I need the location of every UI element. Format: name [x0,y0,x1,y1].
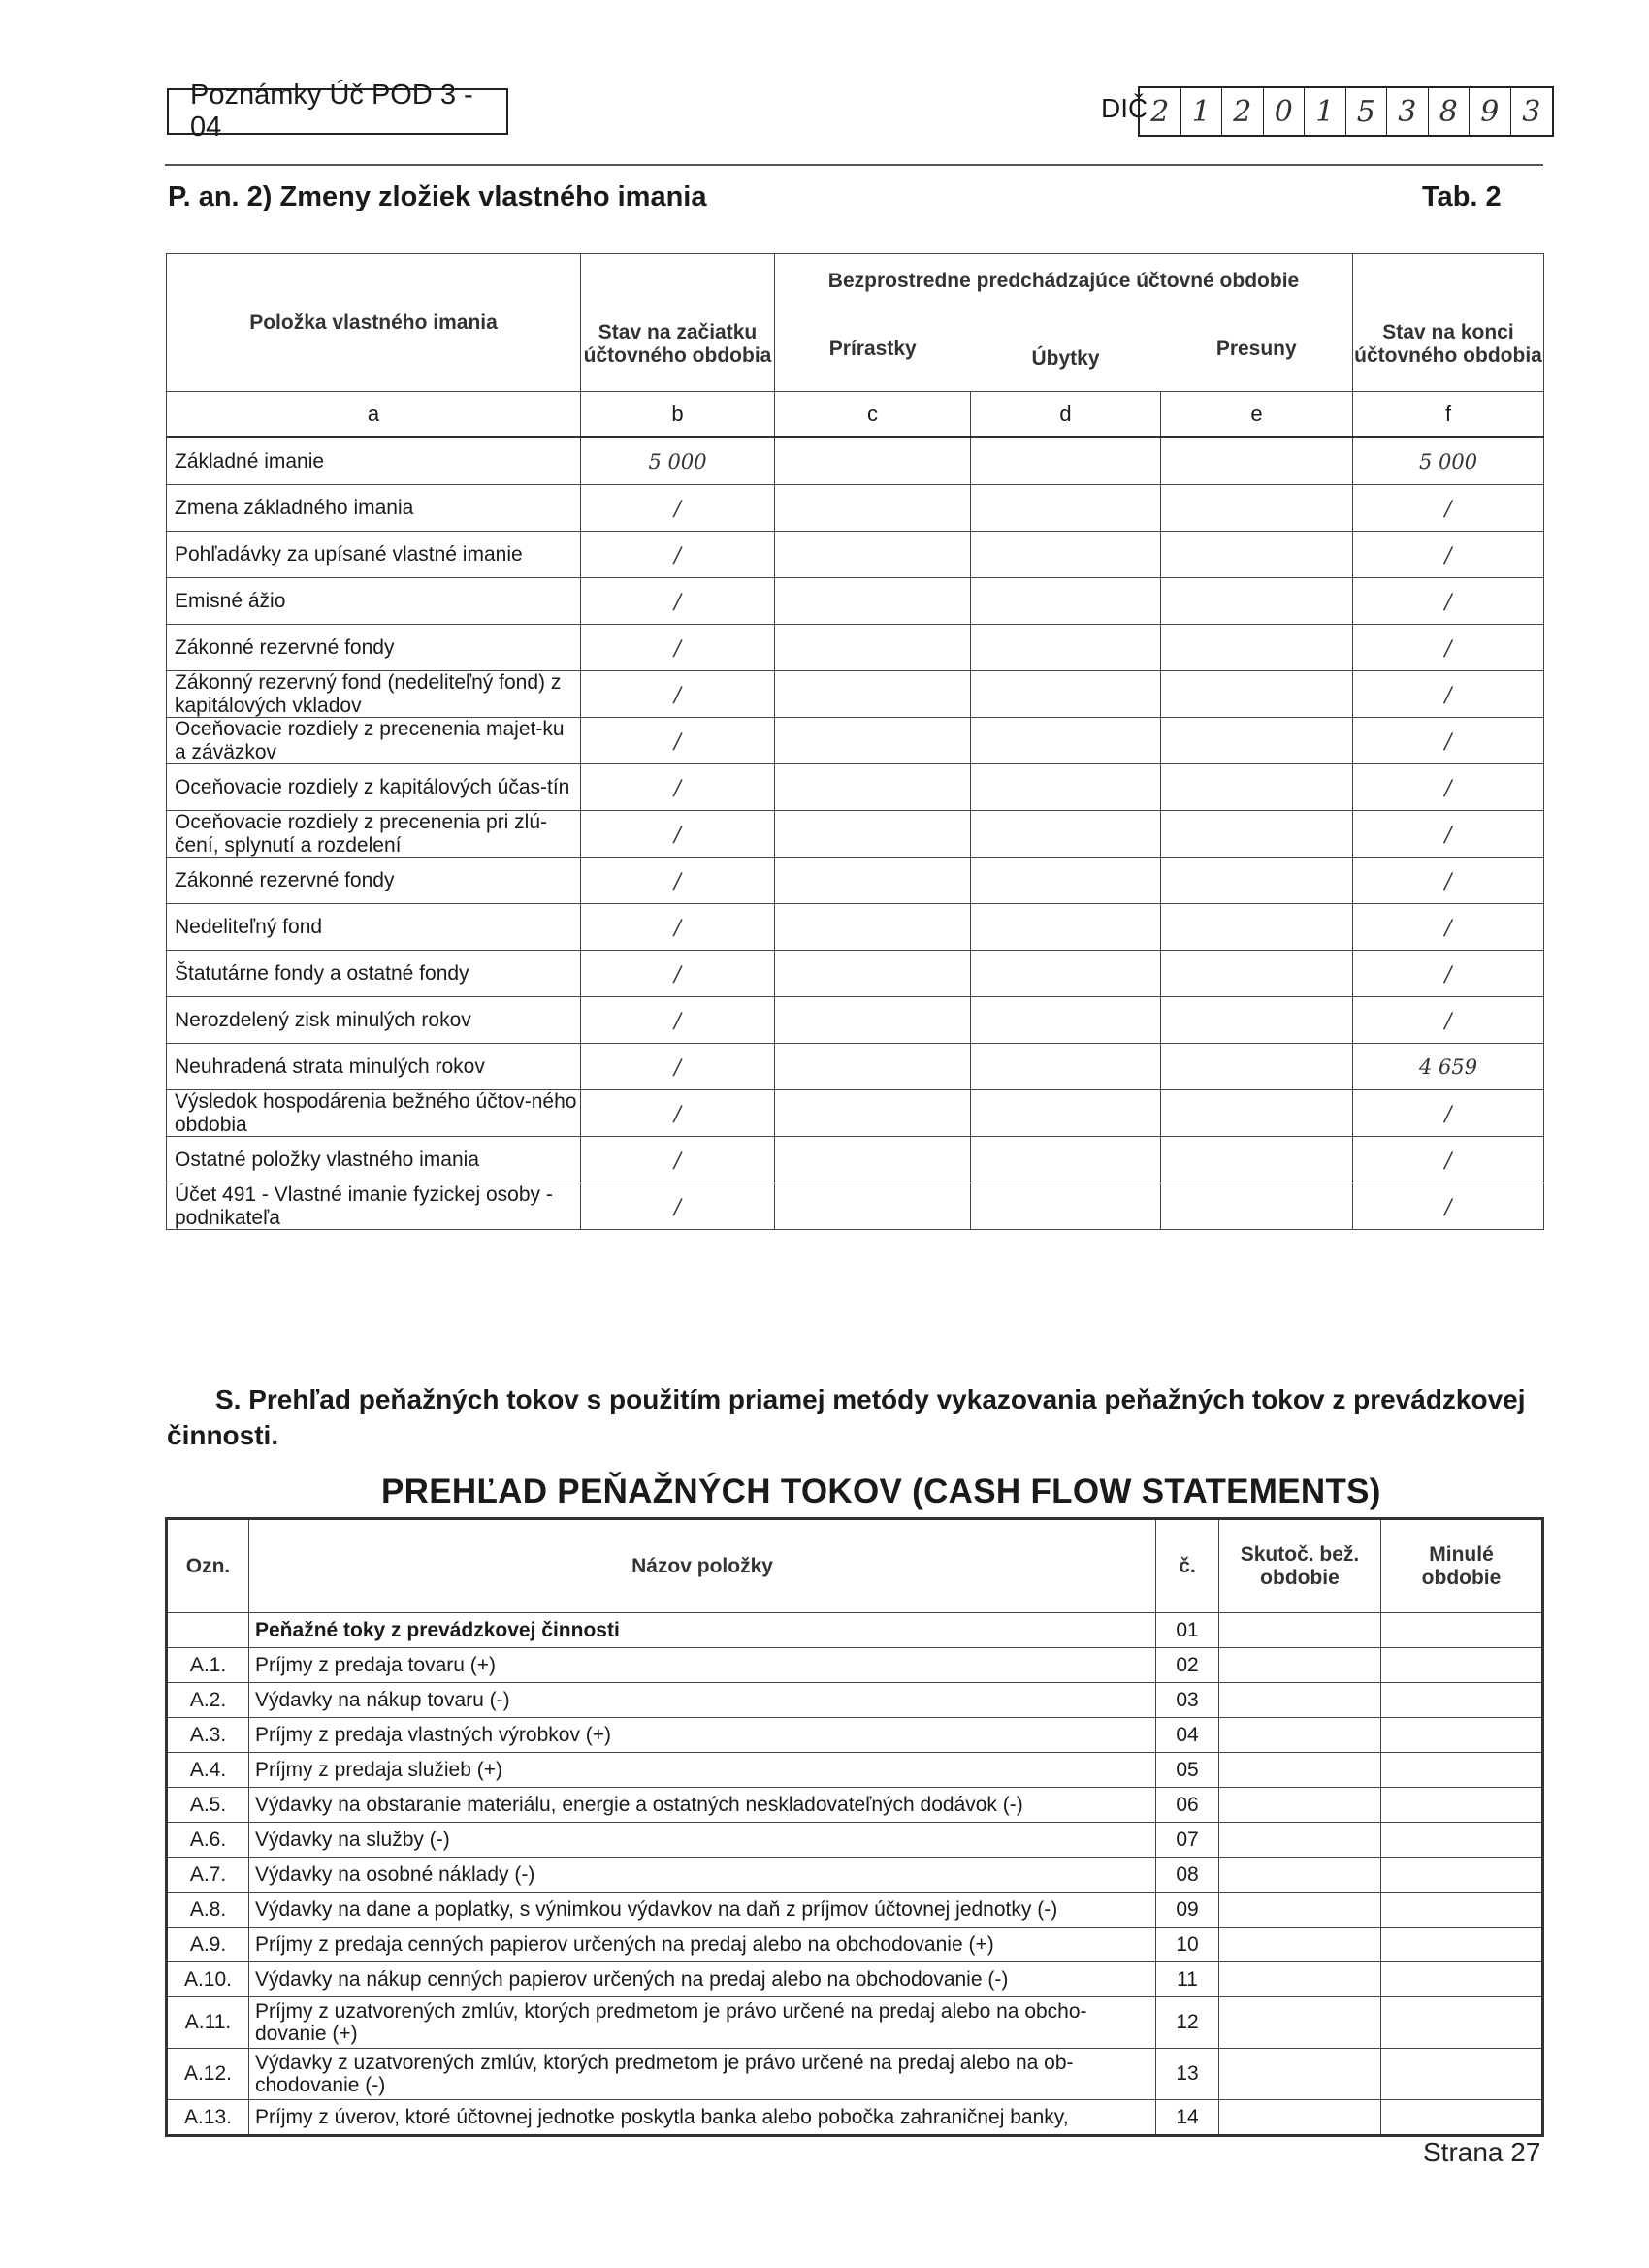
equity-item-label: Zákonné rezervné fondy [167,858,581,904]
section-p-title: P. an. 2) Zmeny zložiek vlastného imania [168,181,707,212]
equity-decrease-value[interactable] [971,485,1161,532]
cash-flow-ozn: A.2. [167,1683,249,1718]
col-header-end: Stav na konci účtovného obdobia [1353,254,1544,392]
equity-row [167,858,1544,904]
equity-transfer-value[interactable] [1161,437,1353,485]
cash-flow-row-number: 02 [1156,1648,1219,1683]
col-letter: f [1353,392,1544,437]
col-header-group: Bezprostredne predchádzajúce účtovné obdobie [775,254,1353,308]
equity-item-label: Emisné ážio [167,578,581,625]
equity-end-value: / [1353,951,1544,997]
col-letter: c [775,392,971,437]
cash-flow-item-name: Príjmy z predaja služieb (+) [249,1753,1156,1788]
equity-row [167,1183,1544,1230]
equity-decrease-value[interactable] [971,437,1161,485]
cash-flow-ozn: A.9. [167,1928,249,1962]
cash-flow-item-name: Výdavky na dane a poplatky, s výnimkou výdavkov na daň z príjmov účtovnej jednotky (-) [249,1893,1156,1928]
equity-end-value: / [1353,1090,1544,1137]
dic-digit: 2 [1140,88,1181,135]
cash-flow-row [167,1962,1543,1997]
cash-flow-previous-value[interactable] [1381,1858,1543,1893]
dic-digit: 5 [1346,88,1388,135]
col-header-decrease: Úbytky [971,308,1161,392]
cash-flow-row-number: 11 [1156,1962,1219,1997]
equity-item-label: Štatutárne fondy a ostatné fondy [167,951,581,997]
equity-item-label: Pohľadávky za upísané vlastné imanie [167,532,581,578]
equity-end-value: 5 000 [1353,437,1544,485]
cash-flow-previous-value[interactable] [1381,2049,1543,2100]
equity-item-label: Zákonné rezervné fondy [167,625,581,671]
cash-flow-current-value[interactable] [1219,1788,1381,1823]
cash-flow-row [167,1823,1543,1858]
cash-flow-current-value[interactable] [1219,1648,1381,1683]
equity-transfer-value[interactable] [1161,997,1353,1044]
cash-flow-previous-value[interactable] [1381,2100,1543,2136]
equity-row [167,764,1544,811]
equity-item-label: Výsledok hospodárenia bežného účtov-ného obdobia [167,1090,581,1137]
equity-decrease-value[interactable] [971,718,1161,764]
equity-end-value: / [1353,1183,1544,1230]
equity-increase-value[interactable] [775,671,971,718]
equity-item-label: Neuhradená strata minulých rokov [167,1044,581,1090]
cash-flow-previous-value[interactable] [1381,1683,1543,1718]
cash-flow-previous-value[interactable] [1381,1613,1543,1648]
cash-flow-current-value[interactable] [1219,1893,1381,1928]
cash-flow-row-number: 10 [1156,1928,1219,1962]
equity-item-label: Oceňovacie rozdiely z precenenia majet-ku a záväzkov [167,718,581,764]
cash-flow-current-value[interactable] [1219,1962,1381,1997]
cash-flow-item-name: Výdavky na služby (-) [249,1823,1156,1858]
equity-item-label: Nedeliteľný fond [167,904,581,951]
cash-flow-row [167,1788,1543,1823]
equity-item-label: Zmena základného imania [167,485,581,532]
cash-flow-current-value[interactable] [1219,1683,1381,1718]
equity-transfer-value[interactable] [1161,904,1353,951]
equity-increase-value[interactable] [775,532,971,578]
dic-number-boxes [1138,86,1554,137]
equity-decrease-value[interactable] [971,811,1161,858]
equity-row [167,1044,1544,1090]
cash-flow-row [167,1718,1543,1753]
dic-digit: 3 [1387,88,1429,135]
equity-row [167,671,1544,718]
cash-flow-item-name: Výdavky na obstaranie materiálu, energie a ostatných neskladovateľných dodávok (-) [249,1788,1156,1823]
equity-transfer-value[interactable] [1161,858,1353,904]
equity-item-label: Účet 491 - Vlastné imanie fyzickej osoby - podnikateľa [167,1183,581,1230]
cash-flow-table [165,1517,1544,2137]
cash-flow-row [167,1997,1543,2049]
col-header-ozn: Ozn. [167,1519,249,1613]
cash-flow-current-value[interactable] [1219,1718,1381,1753]
equity-start-value: / [581,811,775,858]
cash-flow-current-value[interactable] [1219,2049,1381,2100]
cash-flow-row-number: 04 [1156,1718,1219,1753]
equity-row [167,951,1544,997]
equity-transfer-value[interactable] [1161,485,1353,532]
equity-end-value: / [1353,858,1544,904]
equity-row [167,811,1544,858]
equity-decrease-value[interactable] [971,625,1161,671]
equity-transfer-value[interactable] [1161,578,1353,625]
cash-flow-previous-value[interactable] [1381,1823,1543,1858]
cash-flow-item-name: Výdavky na osobné náklady (-) [249,1858,1156,1893]
col-letter: d [971,392,1161,437]
equity-start-value: / [581,1137,775,1183]
equity-increase-value[interactable] [775,997,971,1044]
equity-transfer-value[interactable] [1161,625,1353,671]
cash-flow-item-name: Výdavky na nákup tovaru (-) [249,1683,1156,1718]
equity-end-value: / [1353,764,1544,811]
equity-end-value: / [1353,532,1544,578]
dic-digit: 9 [1470,88,1511,135]
form-name: Poznámky Úč POD 3 - 04 [190,80,473,143]
cash-flow-current-value[interactable] [1219,2100,1381,2136]
equity-item-label: Nerozdelený zisk minulých rokov [167,997,581,1044]
cash-flow-previous-value[interactable] [1381,1788,1543,1823]
equity-start-value: / [581,904,775,951]
equity-start-value: / [581,764,775,811]
equity-decrease-value[interactable] [971,671,1161,718]
cash-flow-ozn: A.4. [167,1753,249,1788]
equity-end-value: / [1353,904,1544,951]
cash-flow-item-name: Výdavky z uzatvorených zmlúv, ktorých predmetom je právo určené na predaj alebo na ob-chodovanie (-) [249,2049,1156,2100]
col-letter: b [581,392,775,437]
cash-flow-row [167,1893,1543,1928]
cash-flow-item-name: Peňažné toky z prevádzkovej činnosti [249,1613,1156,1648]
cash-flow-current-value[interactable] [1219,1997,1381,2049]
equity-start-value: / [581,485,775,532]
section-s-heading-line2: činnosti. [167,1420,279,1450]
cash-flow-item-name: Príjmy z úverov, ktoré účtovnej jednotke poskytla banka alebo pobočka zahraničnej banky, [249,2100,1156,2136]
equity-start-value: / [581,858,775,904]
dic-digit: 1 [1181,88,1223,135]
equity-decrease-value[interactable] [971,858,1161,904]
equity-start-value: / [581,718,775,764]
equity-end-value: / [1353,578,1544,625]
cash-flow-item-name: Príjmy z predaja tovaru (+) [249,1648,1156,1683]
equity-transfer-value[interactable] [1161,764,1353,811]
cash-flow-row [167,1753,1543,1788]
dic-label: DIČ [1101,93,1148,123]
dic-digit: 8 [1429,88,1471,135]
equity-row [167,718,1544,764]
page-number: Strana 27 [1423,2137,1541,2167]
equity-end-value: 4 659 [1353,1044,1544,1090]
cash-flow-row-number: 08 [1156,1858,1219,1893]
col-header-name: Názov položky [249,1519,1156,1613]
equity-row [167,532,1544,578]
col-header-item: Položka vlastného imania [167,254,581,392]
cash-flow-table-title: PREHĽAD PEŇAŽNÝCH TOKOV (CASH FLOW STATEMENTS) [381,1473,1381,1510]
equity-end-value: / [1353,997,1544,1044]
equity-transfer-value[interactable] [1161,1183,1353,1230]
cash-flow-previous-value[interactable] [1381,1718,1543,1753]
cash-flow-item-name: Príjmy z predaja vlastných výrobkov (+) [249,1718,1156,1753]
dic-digit: 2 [1222,88,1264,135]
cash-flow-current-value[interactable] [1219,1858,1381,1893]
equity-transfer-value[interactable] [1161,1044,1353,1090]
equity-row [167,578,1544,625]
cash-flow-row-number: 01 [1156,1613,1219,1648]
equity-row [167,485,1544,532]
cash-flow-ozn: A.13. [167,2100,249,2136]
equity-transfer-value[interactable] [1161,1137,1353,1183]
equity-transfer-value[interactable] [1161,532,1353,578]
equity-increase-value[interactable] [775,437,971,485]
equity-decrease-value[interactable] [971,1090,1161,1137]
equity-increase-value[interactable] [775,485,971,532]
equity-transfer-value[interactable] [1161,718,1353,764]
cash-flow-row [167,2049,1543,2100]
cash-flow-item-name: Výdavky na nákup cenných papierov určených na predaj alebo na obchodovanie (-) [249,1962,1156,1997]
col-header-increase: Prírastky [775,308,971,392]
equity-end-value: / [1353,811,1544,858]
equity-decrease-value[interactable] [971,1044,1161,1090]
equity-start-value: / [581,997,775,1044]
equity-end-value: / [1353,671,1544,718]
equity-item-label: Ostatné položky vlastného imania [167,1137,581,1183]
dic-digit: 3 [1522,94,1541,129]
equity-decrease-value[interactable] [971,764,1161,811]
header-divider [165,164,1543,166]
equity-increase-value[interactable] [775,1137,971,1183]
equity-item-label: Oceňovacie rozdiely z precenenia pri zlú-čení, splynutí a rozdelení [167,811,581,858]
equity-end-value: / [1353,718,1544,764]
equity-start-value: / [581,951,775,997]
equity-start-value: / [581,578,775,625]
cash-flow-item-name: Príjmy z uzatvorených zmlúv, ktorých predmetom je právo určené na predaj alebo na obcho-dovanie (+) [249,1997,1156,2049]
equity-start-value: / [581,1183,775,1230]
dic-digit: 1 [1305,88,1346,135]
cash-flow-previous-value[interactable] [1381,1753,1543,1788]
cash-flow-current-value[interactable] [1219,1823,1381,1858]
form-name-box [167,80,508,143]
cash-flow-ozn: A.10. [167,1962,249,1997]
cash-flow-row [167,1648,1543,1683]
equity-increase-value[interactable] [775,1044,971,1090]
cash-flow-row [167,1928,1543,1962]
equity-start-value: / [581,532,775,578]
equity-decrease-value[interactable] [971,997,1161,1044]
cash-flow-previous-value[interactable] [1381,1962,1543,1997]
cash-flow-row-number: 14 [1156,2100,1219,2136]
cash-flow-item-name: Príjmy z predaja cenných papierov určených na predaj alebo na obchodovanie (+) [249,1928,1156,1962]
cash-flow-previous-value[interactable] [1381,1648,1543,1683]
cash-flow-ozn [167,1613,249,1648]
equity-row [167,625,1544,671]
equity-increase-value[interactable] [775,858,971,904]
equity-increase-value[interactable] [775,811,971,858]
equity-end-value: / [1353,1137,1544,1183]
cash-flow-row-number: 05 [1156,1753,1219,1788]
equity-transfer-value[interactable] [1161,811,1353,858]
equity-decrease-value[interactable] [971,578,1161,625]
cash-flow-row-number: 03 [1156,1683,1219,1718]
equity-transfer-value[interactable] [1161,671,1353,718]
cash-flow-ozn: A.12. [167,2049,249,2100]
equity-decrease-value[interactable] [971,904,1161,951]
cash-flow-previous-value[interactable] [1381,1893,1543,1928]
cash-flow-current-value[interactable] [1219,1753,1381,1788]
section-s-heading-line1: S. Prehľad peňažných tokov s použitím priamej metódy vykazovania peňažných tokov z prevádzkovej [215,1384,1526,1414]
col-header-transfer: Presuny [1161,308,1353,392]
table-number: Tab. 2 [1422,181,1502,212]
col-header-previous: Minulé obdobie [1381,1519,1543,1613]
equity-increase-value[interactable] [775,951,971,997]
equity-row [167,1137,1544,1183]
equity-item-label: Základné imanie [167,437,581,485]
equity-increase-value[interactable] [775,625,971,671]
equity-row [167,904,1544,951]
equity-end-value: / [1353,625,1544,671]
section-s-heading [167,1382,1544,1450]
cash-flow-row-number: 07 [1156,1823,1219,1858]
equity-increase-value[interactable] [775,1090,971,1137]
col-header-start: Stav na začiatku účtovného obdobia [581,254,775,392]
equity-transfer-value[interactable] [1161,951,1353,997]
equity-end-value: / [1353,485,1544,532]
cash-flow-ozn: A.3. [167,1718,249,1753]
equity-decrease-value[interactable] [971,1137,1161,1183]
equity-increase-value[interactable] [775,764,971,811]
cash-flow-row [167,1613,1543,1648]
cash-flow-row [167,1858,1543,1893]
equity-decrease-value[interactable] [971,951,1161,997]
equity-increase-value[interactable] [775,578,971,625]
cash-flow-row-number: 09 [1156,1893,1219,1928]
equity-start-value: / [581,1044,775,1090]
equity-changes-table [166,253,1544,1230]
col-letter: a [167,392,581,437]
equity-start-value: 5 000 [581,437,775,485]
col-header-no: č. [1156,1519,1219,1613]
dic-digit: 0 [1264,88,1306,135]
equity-start-value: / [581,671,775,718]
cash-flow-row-number: 12 [1156,1997,1219,2049]
cash-flow-ozn: A.8. [167,1893,249,1928]
equity-item-label: Zákonný rezervný fond (nedeliteľný fond) z kapitálových vkladov [167,671,581,718]
cash-flow-row-number: 13 [1156,2049,1219,2100]
equity-row [167,1090,1544,1137]
cash-flow-ozn: A.7. [167,1858,249,1893]
cash-flow-current-value[interactable] [1219,1928,1381,1962]
equity-increase-value[interactable] [775,718,971,764]
cash-flow-row-number: 06 [1156,1788,1219,1823]
cash-flow-row [167,1683,1543,1718]
cash-flow-ozn: A.5. [167,1788,249,1823]
equity-item-label: Oceňovacie rozdiely z kapitálových účas-tín [167,764,581,811]
equity-start-value: / [581,625,775,671]
col-header-current: Skutoč. bež. obdobie [1219,1519,1381,1613]
cash-flow-current-value[interactable] [1219,1613,1381,1648]
cash-flow-ozn: A.1. [167,1648,249,1683]
cash-flow-ozn: A.11. [167,1997,249,2049]
equity-row [167,437,1544,485]
equity-decrease-value[interactable] [971,532,1161,578]
equity-row [167,997,1544,1044]
equity-start-value: / [581,1090,775,1137]
equity-increase-value[interactable] [775,1183,971,1230]
equity-decrease-value[interactable] [971,1183,1161,1230]
equity-transfer-value[interactable] [1161,1090,1353,1137]
cash-flow-previous-value[interactable] [1381,1928,1543,1962]
equity-increase-value[interactable] [775,904,971,951]
cash-flow-ozn: A.6. [167,1823,249,1858]
col-letter: e [1161,392,1353,437]
cash-flow-previous-value[interactable] [1381,1997,1543,2049]
cash-flow-row [167,2100,1543,2136]
